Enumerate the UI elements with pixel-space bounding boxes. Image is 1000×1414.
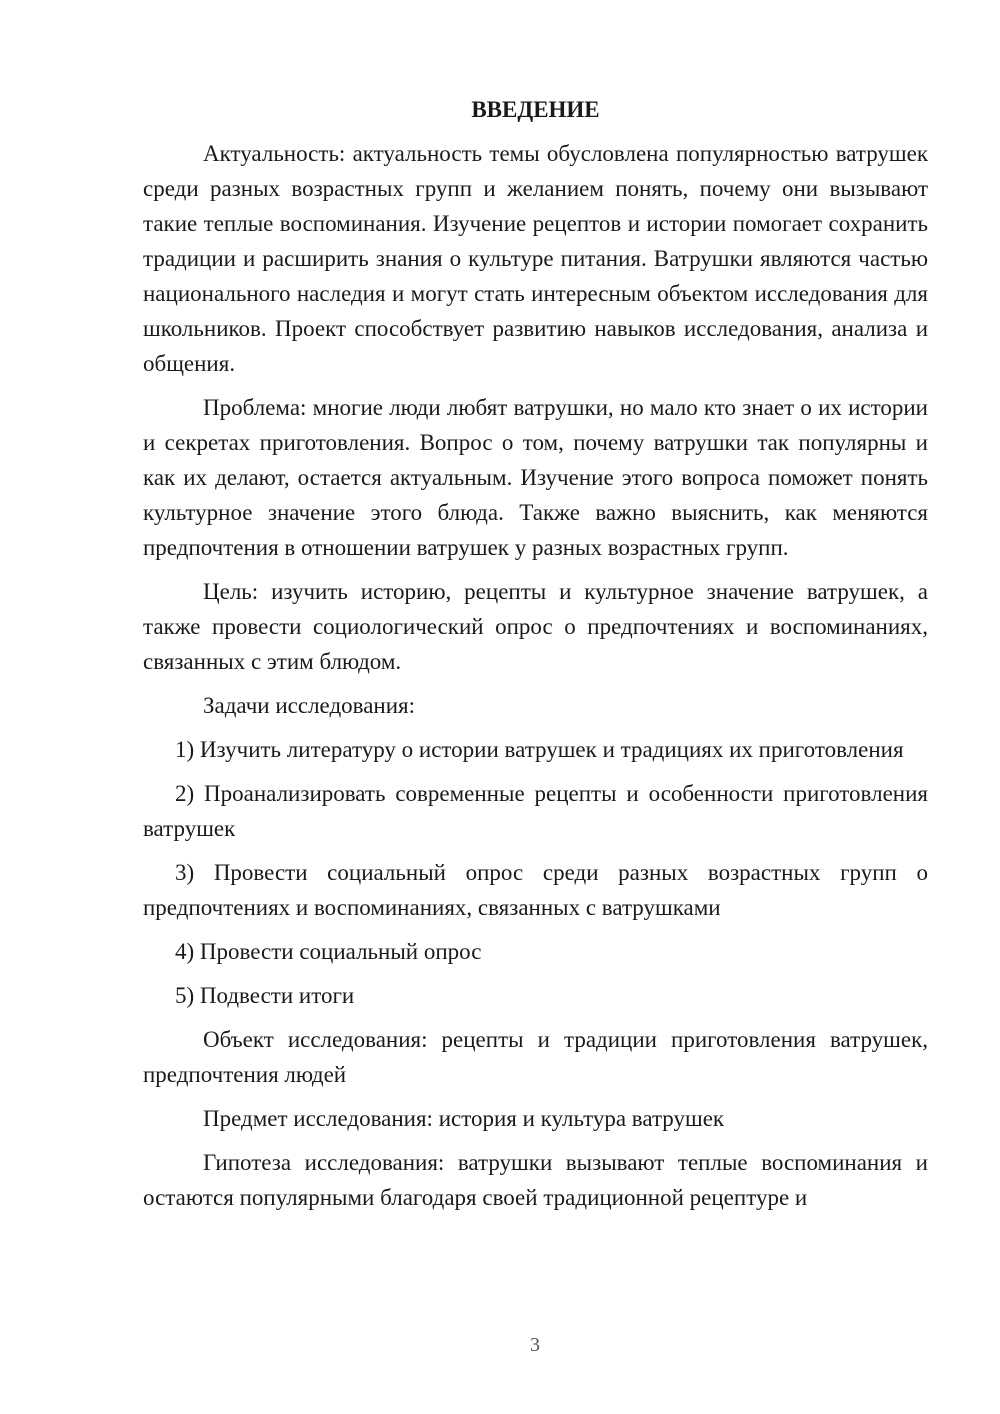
task-item-1: 1) Изучить литературу о истории ватрушек и традициях их приготовления xyxy=(175,737,904,762)
task-item-3: 3) Провести социальный опрос среди разных возрастных групп о предпочтениях и воспоминаниях, связанных с ватрушками xyxy=(143,860,928,920)
task-item-4: 4) Провести социальный опрос xyxy=(175,939,482,964)
page-number: 3 xyxy=(530,1334,540,1356)
paragraph-relevance: Актуальность: актуальность темы обусловлена популярностью ватрушек среди разных возрастных групп и желанием понять, почему они вызывают такие теплые воспоминания. Изучение рецептов и истории помогает сохранить традиции и расширить знания о культуре питания. Ватрушки являются частью национального наследия и могут стать интересным объектом исследования для школьников. Проект способствует развитию навыков исследования, анализа и общения. xyxy=(143,141,928,376)
paragraph-hypothesis: Гипотеза исследования: ватрушки вызывают теплые воспоминания и остаются популярными благодаря своей традиционной рецептуре и xyxy=(143,1150,928,1210)
page-title: ВВЕДЕНИЕ xyxy=(471,97,600,122)
tasks-heading: Задачи исследования: xyxy=(203,693,416,718)
paragraph-goal: Цель: изучить историю, рецепты и культурное значение ватрушек, а также провести социологический опрос о предпочтениях и воспоминаниях, связанных с этим блюдом. xyxy=(143,579,928,674)
paragraph-subject: Предмет исследования: история и культура ватрушек xyxy=(203,1106,725,1131)
document-page xyxy=(143,96,928,1224)
task-item-5: 5) Подвести итоги xyxy=(175,983,355,1008)
paragraph-problem: Проблема: многие люди любят ватрушки, но мало кто знает о их истории и секретах приготовления. Вопрос о том, почему ватрушки так популярны и как их делают, остается актуальным. Изучение этого вопроса поможет понять культурное значение этого блюда. Также важно выяснить, как меняются предпочтения в отношении ватрушек у разных возрастных групп. xyxy=(143,395,928,560)
paragraph-object: Объект исследования: рецепты и традиции приготовления ватрушек, предпочтения людей xyxy=(143,1027,928,1087)
task-item-2: 2) Проанализировать современные рецепты и особенности приготовления ватрушек xyxy=(143,781,928,841)
